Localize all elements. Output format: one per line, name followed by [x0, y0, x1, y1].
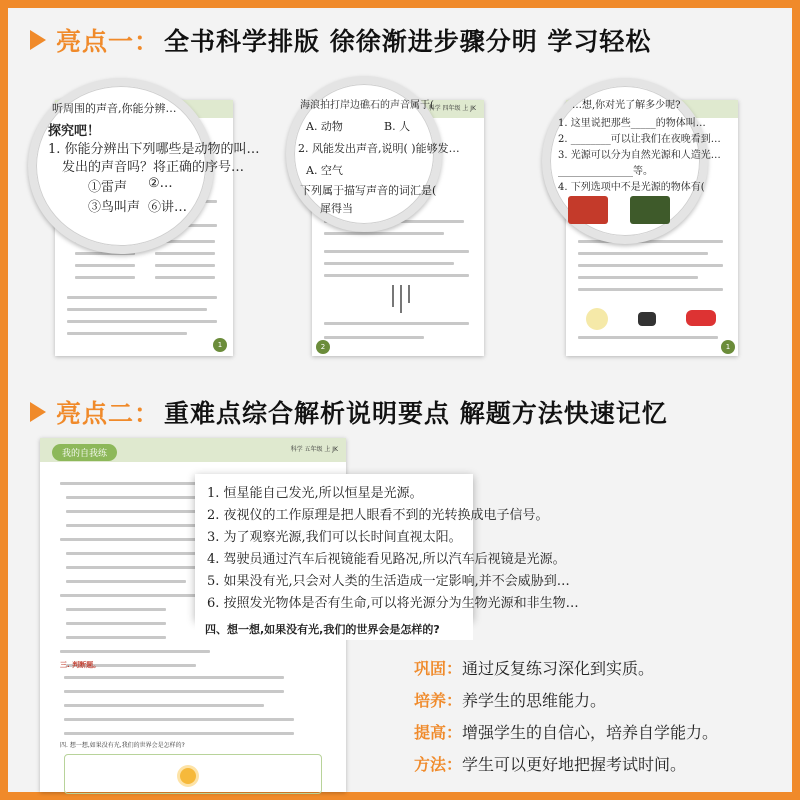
sun-icon	[180, 768, 196, 784]
judge-section-label: 三. 判断题。	[60, 661, 101, 669]
magnifier-lens-3: …想,你对光了解多少呢? 1. 这里说把那些_____的物体叫… 2. ________可以让我们在夜晚看到… 3. 光源可以分为自然光源和人造光… _______________等。 4. 下列选项中不是光源的物体有(	[542, 78, 708, 244]
car-picture	[686, 310, 716, 326]
matches-picture	[568, 196, 608, 224]
section2-heading	[30, 392, 668, 432]
page-number: 1	[721, 340, 735, 354]
section1-text: 全书科学排版 徐徐渐进步骤分明 学习轻松	[164, 27, 652, 56]
section2-text: 重难点综合解析说明要点 解题方法快速记忆	[164, 399, 668, 428]
page-header: 科学 四年级 上 JK	[312, 100, 484, 118]
sun-picture	[586, 308, 608, 330]
callout-question: 四、想一想,如果没有光,我们的世界会是怎样的?	[195, 620, 473, 640]
magnifier-lens-1: 听周围的声音,你能分辨… 探究吧！ 1. 你能分辨出下列哪些是动物的叫… 发出的声音吗？将正确的序号… ①雷声 ②… ③鸟叫声 ⑥讲…	[28, 78, 214, 254]
arrow-right-icon	[30, 402, 46, 422]
feature-method: 方法：学生可以更好地把握考试时间。	[414, 755, 687, 774]
feature-cultivate: 培养：养学生的思维能力。	[414, 691, 607, 710]
section1-label: 亮点一：	[56, 27, 161, 56]
page-number: 1	[213, 338, 227, 352]
firefly-picture	[630, 196, 670, 224]
section2-label: 亮点二：	[56, 399, 161, 428]
magnifier-lens-2: 海浪拍打岸边礁石的声音属于( A. 动物 B. 人 2. 风能发出声音,说明( )能够发… A. 空气 下列属于描写声音的词汇是( 犀得当	[286, 76, 442, 232]
zoom-callout: 1. 恒星能自己发光,所以恒星是光源。 2. 夜视仪的工作原理是把人眼看不到的光转换成电子信号。 3. 为了观察光源,我们可以长时间直视太阳。 4. 驾驶员通过汽车后视镜能看见路况,所以汽车后视镜是光源。 5. 如果没有光,只会对人类的生活造成一定影响,并不会威胁到… 6. 按照发光物体是否有生命,可以将光源分为生物光源和非生物…	[195, 474, 473, 620]
page-number: 2	[316, 340, 330, 354]
section1-heading	[30, 20, 651, 60]
think-question: 四. 想一想,如果没有光,我们的世界会是怎样的?	[60, 742, 185, 749]
arrow-right-icon	[30, 30, 46, 50]
page-header: 科学 五年级 上 JK	[40, 438, 346, 462]
feature-consolidate: 巩固：通过反复练习深化到实质。	[414, 659, 655, 678]
section-banner: 我的自我练	[52, 444, 117, 461]
eyes-picture	[638, 312, 656, 326]
callout-pointer	[286, 640, 310, 654]
feature-improve: 提高：增强学生的自信心，培养自学能力。	[414, 723, 719, 742]
